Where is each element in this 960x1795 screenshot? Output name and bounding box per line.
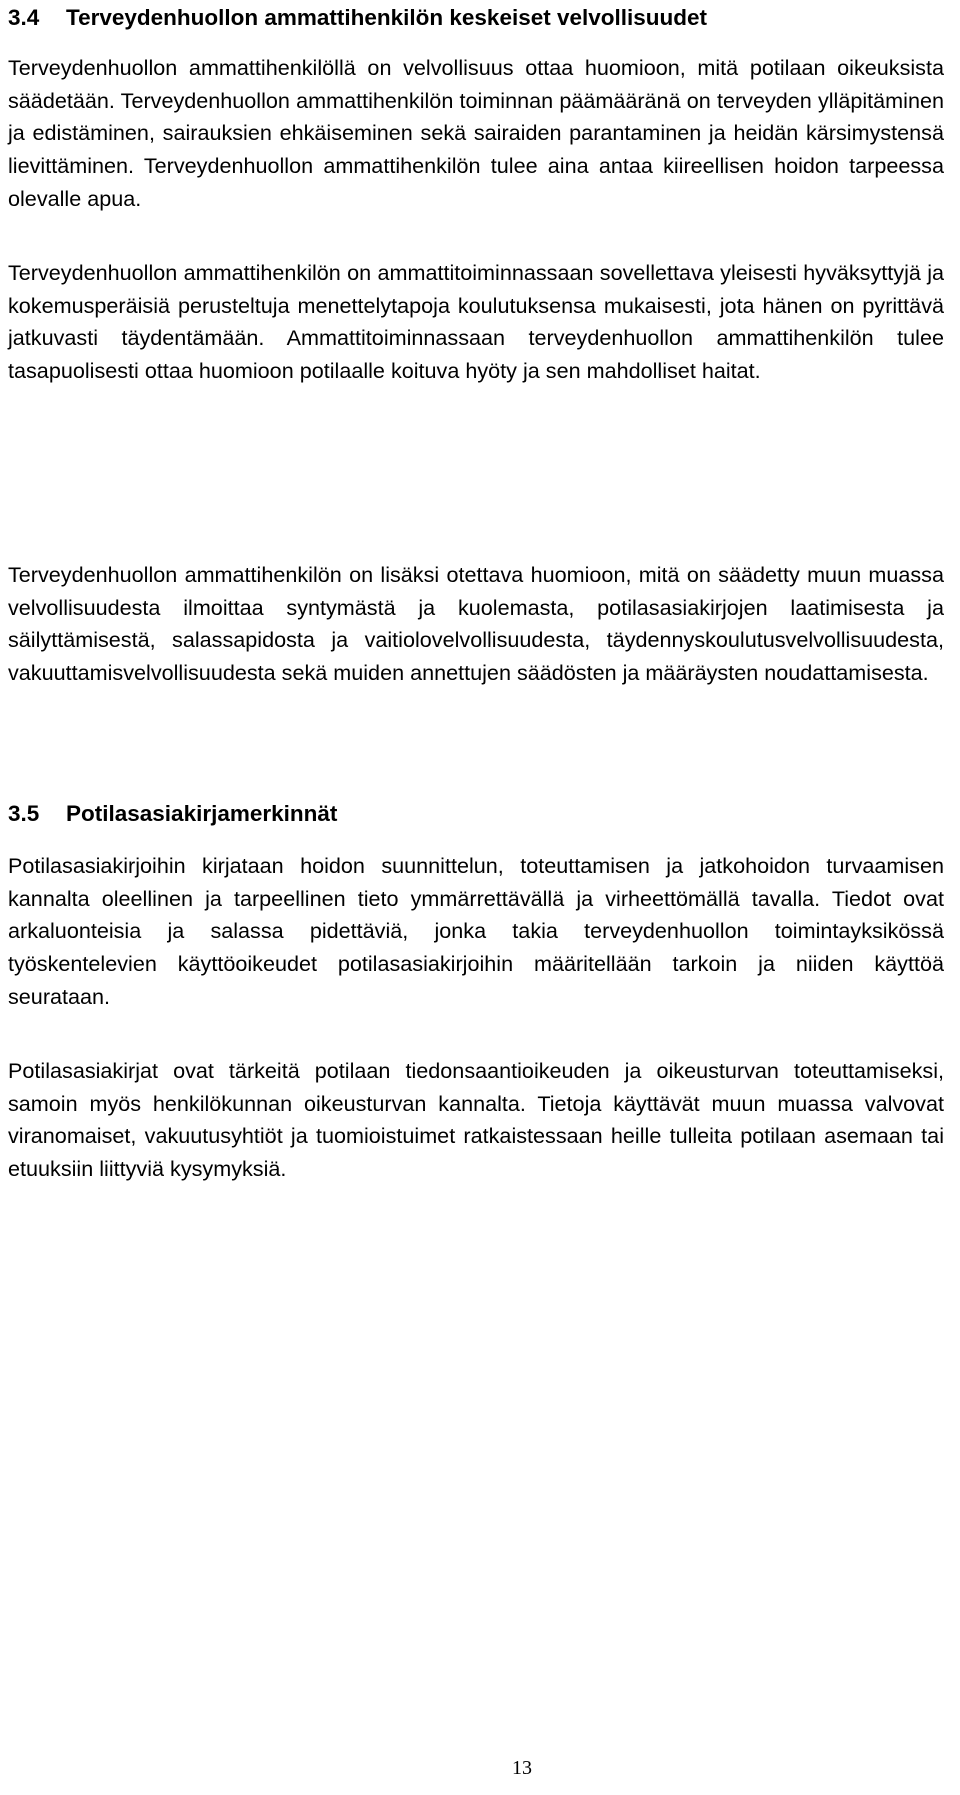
section-heading xyxy=(8,800,944,828)
paragraph: Potilasasiakirjat ovat tärkeitä potilaan tiedonsaantioikeuden ja oikeusturvan toteuttamiseksi, samoin myös henkilökunnan oikeusturvan kannalta. Tietoja käyttävät muun muassa valvovat viranomaiset, vakuutusyhtiöt ja tuomioistuimet ratkaistessaan heille tulleita potilaan asemaan tai etuuksiin liittyviä kysymyksiä. xyxy=(8,1058,944,1182)
section-heading xyxy=(8,4,944,32)
paragraph: Terveydenhuollon ammattihenkilön on ammattitoiminnassaan sovellettava yleisesti hyväksyttyjä ja kokemusperäisiä perusteltuja menettelytapoja koulutuksensa mukaisesti, jota hänen on pyrittävä jatkuvasti täydentämään. Ammattitoiminnassaan terveydenhuollon ammattihenkilön tulee tasapuolisesti ottaa huomioon potilaalle koituva hyöty ja sen mahdolliset haitat. xyxy=(8,260,944,384)
paragraph: Potilasasiakirjoihin kirjataan hoidon suunnittelun, toteuttamisen ja jatkohoidon turvaamisen kannalta oleellinen ja tarpeellinen tieto ymmärrettävällä ja virheettömällä tavalla. Tiedot ovat arkaluonteisia ja salassa pidettäviä, jonka takia terveydenhuollon toimintayksikössä työskentelevien käyttöoikeudet potilasasiakirjoihin määritellään tarkoin ja niiden käyttöä seurataan. xyxy=(8,853,944,1009)
section-number: 3.5 xyxy=(8,801,40,826)
section-3-4 xyxy=(8,4,944,32)
section-title: Terveydenhuollon ammattihenkilön keskeiset velvollisuudet xyxy=(66,5,708,30)
paragraph: Terveydenhuollon ammattihenkilöllä on velvollisuus ottaa huomioon, mitä potilaan oikeuksista säädetään. Terveydenhuollon ammattihenkilön toiminnan päämääränä on terveyden ylläpitäminen ja edistäminen, sairauksien ehkäiseminen sekä sairaiden parantaminen ja heidän kärsimystensä lievittäminen. Terveydenhuollon ammattihenkilön tulee aina antaa kiireellisen hoidon tarpeessa olevalle apua. xyxy=(8,55,944,211)
section-title: Potilasasiakirjamerkinnät xyxy=(66,801,338,826)
section-number: 3.4 xyxy=(8,5,40,30)
section-3-5 xyxy=(8,800,944,828)
paragraph: Terveydenhuollon ammattihenkilön on lisäksi otettava huomioon, mitä on säädetty muun muassa velvollisuudesta ilmoittaa syntymästä ja kuolemasta, potilasasiakirjojen laatimisesta ja säilyttämisestä, salassapidosta ja vaitiolovelvollisuudesta, täydennyskoulutusvelvollisuudesta, vakuuttamisvelvollisuudesta sekä muiden annettujen säädösten ja määräysten noudattamisesta. xyxy=(8,562,944,686)
page-number: 13 xyxy=(512,1757,532,1779)
